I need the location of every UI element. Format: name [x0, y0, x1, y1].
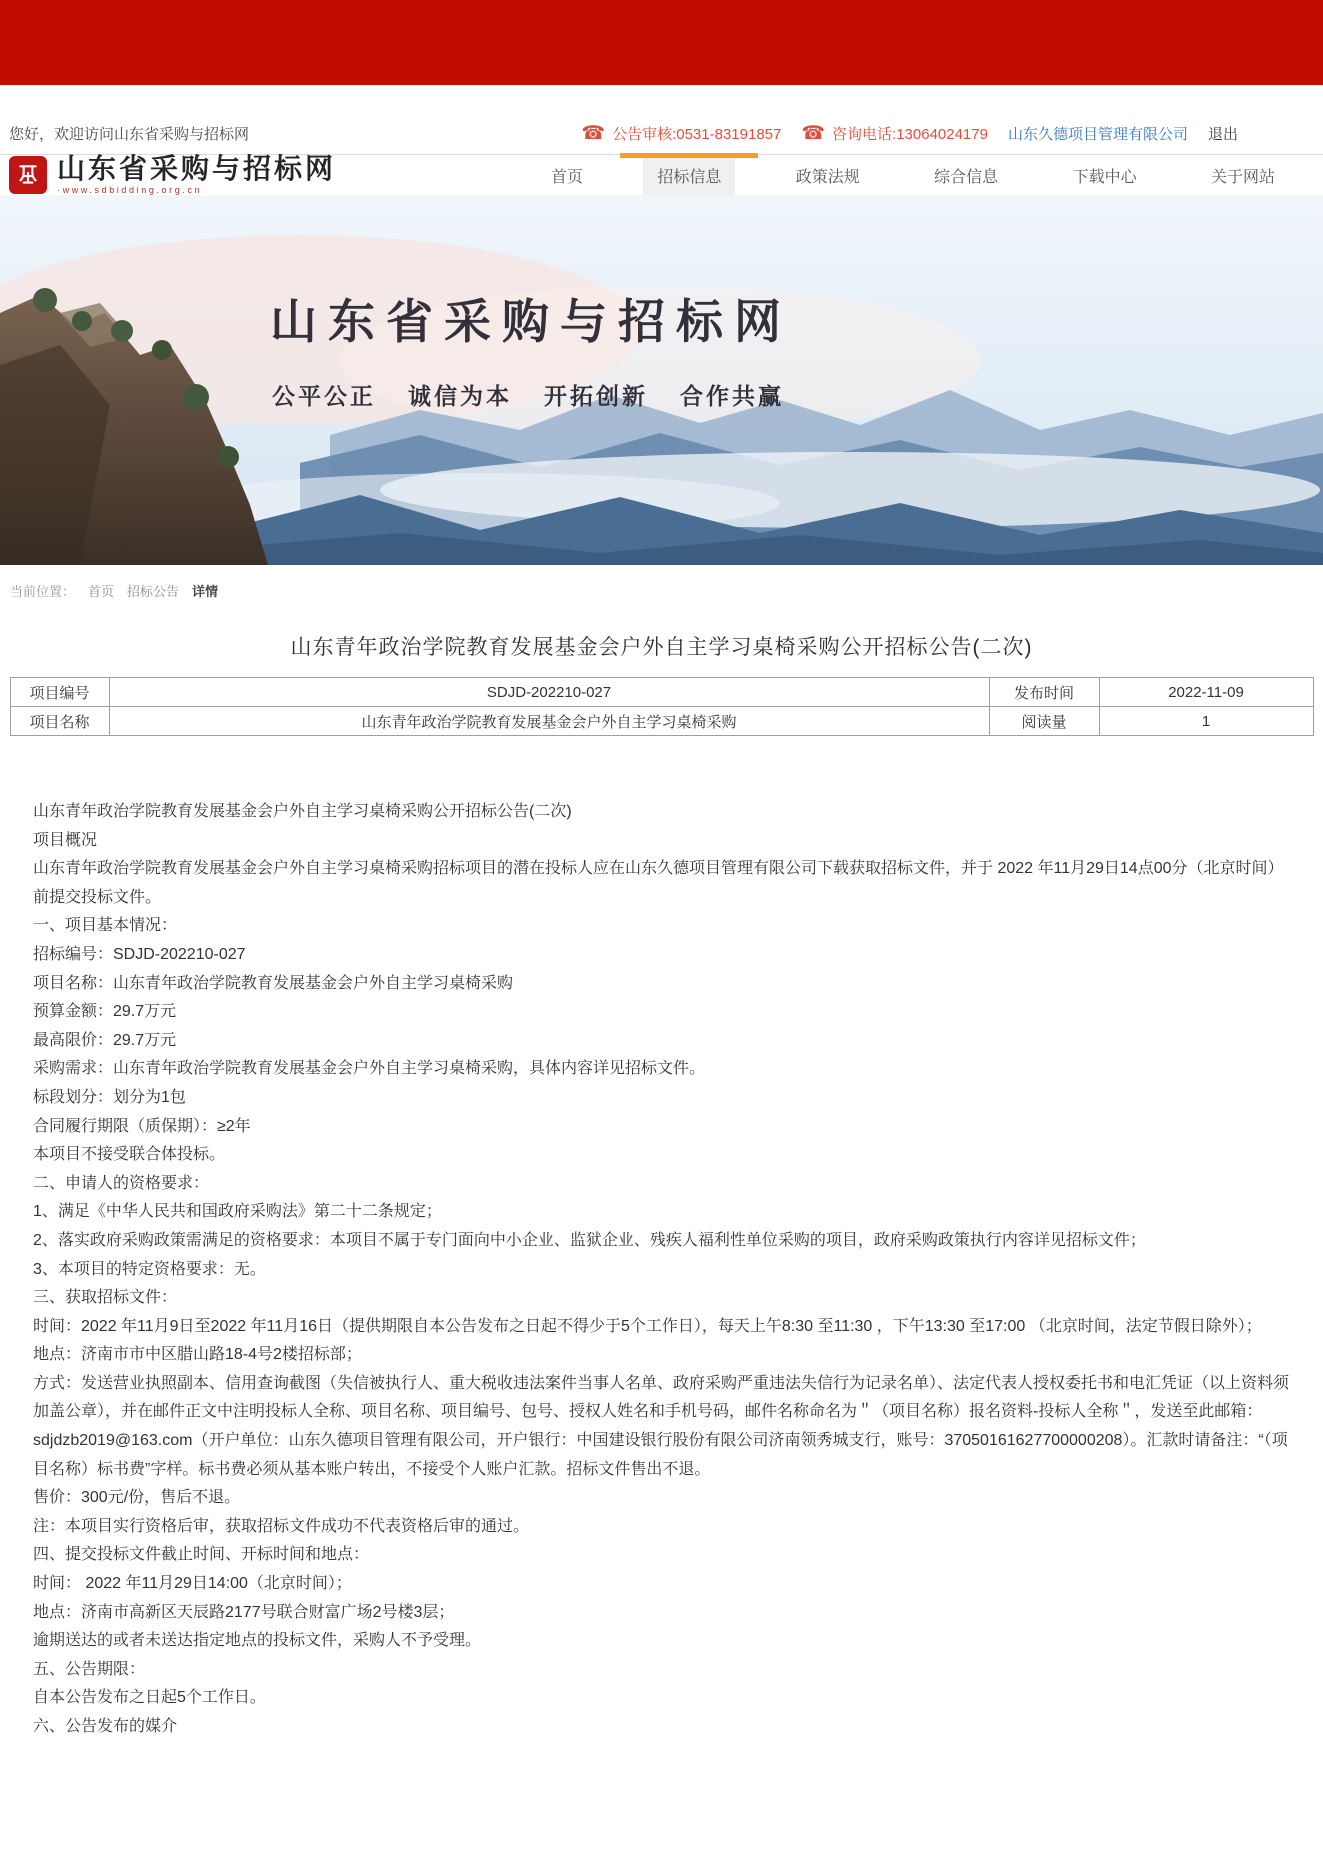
article-paragraph: 自本公告发布之日起5个工作日。: [33, 1689, 266, 1707]
article-paragraph: 二、申请人的资格要求：: [33, 1174, 210, 1192]
breadcrumb-label: 当前位置：: [10, 584, 76, 599]
consult-phone-label: 咨询电话:13064024179: [832, 126, 988, 143]
article-paragraph: 项目概况: [33, 831, 98, 849]
article-paragraph: 时间：2022 年11月9日至2022 年11月16日（提供期限自本公告发布之日起不得少于5个工作日），每天上午8:30 至11:30 ，下午13:30 至17:00 （北京时间，法定节假日除外）；: [33, 1317, 1262, 1335]
page-title: 山东青年政治学院教育发展基金会户外自主学习桌椅采购公开招标公告(二次): [290, 636, 1033, 659]
project-name-label: 项目名称: [10, 707, 109, 736]
banner-slogan: 合作共赢: [680, 384, 784, 409]
article-paragraph: 售价：300元/份，售后不退。: [33, 1489, 241, 1507]
article-paragraph: 三、获取招标文件：: [33, 1289, 178, 1307]
consult-phone: [801, 123, 988, 144]
article-paragraph: 采购需求：山东青年政治学院教育发展基金会户外自主学习桌椅采购，具体内容详见招标文件。: [33, 1060, 706, 1078]
table-row: [10, 678, 1313, 707]
table-row: [10, 707, 1313, 736]
site-logo[interactable]: [9, 155, 336, 195]
project-no-value: SDJD-202210-027: [109, 678, 989, 707]
site-logo-icon: [9, 156, 47, 194]
site-header: [0, 155, 1323, 195]
top-red-bar: [0, 0, 1323, 85]
article-paragraph: 四、提交投标文件截止时间、开标时间和地点：: [33, 1546, 370, 1564]
article-paragraph: 项目名称：山东青年政治学院教育发展基金会户外自主学习桌椅采购: [33, 974, 514, 992]
logout-link[interactable]: 退出: [1207, 126, 1238, 143]
article-paragraph: 地点：济南市高新区天辰路2177号联合财富广场2号楼3层；: [33, 1603, 455, 1621]
phone-icon: ☎: [801, 123, 826, 144]
article-paragraph: 1、满足《中华人民共和国政府采购法》第二十二条规定；: [33, 1203, 442, 1221]
nav-item-policies[interactable]: 政策法规: [795, 168, 860, 186]
project-no-label: 项目编号: [10, 678, 109, 707]
breadcrumb-home[interactable]: 首页: [88, 584, 115, 599]
publish-date-value: 2022-11-09: [1099, 678, 1313, 707]
article-paragraph: 时间： 2022 年11月29日14:00（北京时间）；: [33, 1575, 352, 1593]
announcement-review-phone-label: 公告审核:0531-83191857: [612, 126, 782, 143]
article-paragraph: 预算金额：29.7万元: [33, 1003, 177, 1021]
nav-item-general-info[interactable]: 综合信息: [934, 168, 999, 186]
banner-slogans: [272, 378, 784, 411]
article-paragraph: 合同履行期限（质保期）：≥2年: [33, 1117, 251, 1135]
site-url: ·www.sdbidding.org.cn: [57, 184, 203, 195]
article-paragraph: 标段划分：划分为1包: [33, 1088, 186, 1106]
views-value: 1: [1099, 707, 1313, 736]
banner-slogan: 诚信为本: [408, 384, 512, 409]
project-name-value: 山东青年政治学院教育发展基金会户外自主学习桌椅采购: [109, 707, 989, 736]
banner-title: 山东省采购与招标网: [270, 297, 792, 349]
contact-group: [581, 123, 1238, 144]
article-paragraph: 本项目不接受联合体投标。: [33, 1146, 226, 1164]
article-paragraph: 最高限价：29.7万元: [33, 1031, 177, 1049]
publish-date-label: 发布时间: [989, 678, 1099, 707]
nav-item-home[interactable]: 首页: [551, 168, 584, 186]
greeting-text: 您好，欢迎访问山东省采购与招标网: [9, 126, 250, 143]
nav-item-bidding-info[interactable]: 招标信息: [643, 155, 735, 196]
article-paragraph: 逾期送达的或者未送达指定地点的投标文件，采购人不予受理。: [33, 1632, 482, 1650]
article-paragraph: 方式：发送营业执照副本、信用查询截图（失信被执行人、重大税收违法案件当事人名单、政府采购严重违法失信行为记录名单）、法定代表人授权委托书和电汇凭证（以上资料须加盖公章），并在邮件正文中注明投标人全称、项目名称、项目编号、包号、授权人姓名和手机号码，邮件名称命名为＂（项目名称）报名资料-投标人全称＂，发送至此邮箱：sdjdzb2019@163.com（开户单位：山东久德项目管理有限公司，开户银行：中国建设银行股份有限公司济南领秀城支行，账号：37050161627700000208）。汇款时请备注：“（项目名称）标书费”字样。标书费必须从基本账户转出，不接受个人账户汇款。招标文件售出不退。: [33, 1374, 1290, 1478]
main-nav: [537, 155, 1289, 196]
welcome-bar: [0, 85, 1323, 155]
phone-icon: ☎: [581, 123, 606, 144]
banner-slogan: 公平公正: [272, 384, 376, 409]
article-paragraph: 六、公告发布的媒介: [33, 1718, 178, 1735]
announcement-review-phone: [581, 123, 781, 144]
nav-item-downloads[interactable]: 下载中心: [1072, 168, 1137, 186]
article-paragraph: 一、项目基本情况：: [33, 917, 178, 935]
article-paragraph: 3、本项目的特定资格要求：无。: [33, 1260, 266, 1278]
article-paragraph: 地点：济南市市中区腊山路18-4号2楼招标部；: [33, 1346, 362, 1364]
article-paragraph: 山东青年政治学院教育发展基金会户外自主学习桌椅采购招标项目的潜在投标人应在山东久德项目管理有限公司下载获取招标文件，并于 2022 年11月29日14点00分（北京时间）前提交投标文件。: [33, 860, 1284, 906]
breadcrumb: [0, 565, 1323, 613]
article-paragraph: 注：本项目实行资格后审，获取招标文件成功不代表资格后审的通过。: [33, 1517, 530, 1535]
article-paragraph: 山东青年政治学院教育发展基金会户外自主学习桌椅采购公开招标公告(二次): [33, 803, 572, 820]
article-paragraph: 五、公告期限：: [33, 1660, 146, 1678]
site-logo-text: [57, 155, 336, 195]
article-paragraph: 招标编号：SDJD-202210-027: [33, 945, 246, 963]
nav-item-about[interactable]: 关于网站: [1210, 168, 1275, 186]
views-label: 阅读量: [989, 707, 1099, 736]
banner-slogan: 开拓创新: [544, 384, 648, 409]
hero-banner: [0, 195, 1323, 565]
site-name: 山东省采购与招标网: [57, 153, 337, 185]
announcement-meta-table: [10, 677, 1314, 736]
announcement-body: [0, 736, 1323, 1742]
company-account-link[interactable]: 山东久德项目管理有限公司: [1007, 126, 1188, 143]
review-phone-highlight-bar: [620, 153, 758, 158]
breadcrumb-detail: 详情: [192, 584, 219, 599]
breadcrumb-bid-announcements[interactable]: 招标公告: [127, 584, 180, 599]
article-paragraph: 2、落实政府采购政策需满足的资格要求：本项目不属于专门面向中小企业、监狱企业、残疾人福利性单位采购的项目，政府采购政策执行内容详见招标文件；: [33, 1231, 1146, 1249]
